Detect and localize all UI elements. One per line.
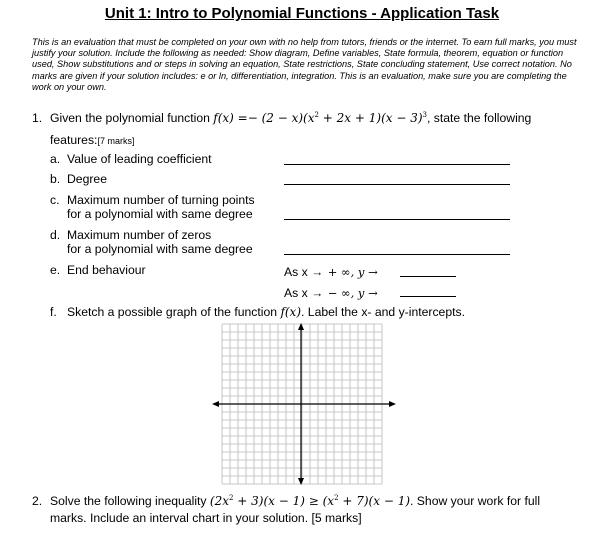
answer-line-d[interactable] — [284, 254, 510, 255]
q1-marks: [7 marks] — [97, 136, 135, 146]
answer-line-b[interactable] — [284, 184, 510, 185]
item-c-letter: c. — [50, 193, 60, 207]
item-d-text2: for a polynomial with same degree — [67, 242, 253, 256]
answer-line-e1[interactable] — [400, 276, 456, 277]
item-d-text: Maximum number of zeros — [67, 228, 212, 242]
item-e-letter: e. — [50, 263, 61, 277]
item-f-text: Sketch a possible graph of the function f(x). Label the x- and y-intercepts. — [67, 305, 465, 319]
item-c-text: Maximum number of turning points — [67, 193, 255, 207]
q2-prompt: Solve the following inequality $(2x^2 + 3)(x - 1) \ge (x^2 + 7)(x - 1)$. Show your work for full — [50, 494, 541, 508]
item-f-func: f(x) — [280, 305, 302, 319]
answer-line-c[interactable] — [284, 219, 510, 220]
q1-function: $f(x) =- (2 - x)(x^2 + 2x + 1)(x - 3)^3$ — [213, 111, 427, 125]
q1-prompt — [50, 111, 531, 125]
end-behaviour-row-2 — [284, 284, 378, 302]
item-a-text: Value of leading coefficient — [67, 152, 212, 166]
item-e-text: End behaviour — [67, 263, 146, 277]
answer-line-a[interactable] — [284, 164, 510, 165]
end-behaviour-limit-1: + ∞, y → — [327, 265, 378, 279]
end-behaviour-limit-2: − ∞, y → — [327, 286, 378, 300]
end-behaviour-row-1 — [284, 263, 378, 281]
q2-number: 2. — [32, 494, 43, 508]
item-b-letter: b. — [50, 172, 61, 186]
q1-features-label: features:[7 marks] — [50, 133, 135, 147]
item-d-letter: d. — [50, 228, 61, 242]
instructions-paragraph: This is an evaluation that must be completed on your own with no help from tutors, friends or the internet. To earn full marks, you must justify your solution. Include the following as needed: Show diagram, Define variables, State formula, theorem, equation or function used, Show substitutions and or steps in solving an equation, State restrictions, State concluding statement, Use correct notation. No marks are given if your solution includes: e or ln, differentiation, integration. This is an evaluation, make sure you are completing the work on your own. — [32, 37, 577, 92]
x-axis-right-arrow — [389, 401, 396, 407]
q1-prompt-end: , state the following — [427, 111, 532, 125]
item-b-text: Degree — [67, 172, 107, 186]
coordinate-grid[interactable] — [212, 323, 396, 485]
end-behaviour-as-x-1: As x → — [284, 265, 324, 279]
end-behaviour-as-x-2: As x → — [284, 286, 324, 300]
item-a-letter: a. — [50, 152, 61, 166]
x-axis-left-arrow — [212, 401, 219, 407]
page-title: Unit 1: Intro to Polynomial Functions - Application Task — [104, 5, 500, 22]
q1-prompt-start: Given the polynomial function — [50, 111, 210, 125]
q2-inequality: $(2x^2 + 3)(x - 1) \ge (x^2 + 7)(x - 1)$ — [209, 494, 411, 508]
answer-line-e2[interactable] — [400, 296, 456, 297]
q1-number: 1. — [32, 111, 43, 125]
q2-prompt-line2: marks. Include an interval chart in your solution. [5 marks] — [50, 511, 362, 525]
item-f-letter: f. — [50, 305, 57, 319]
item-c-text2: for a polynomial with same degree — [67, 207, 253, 221]
